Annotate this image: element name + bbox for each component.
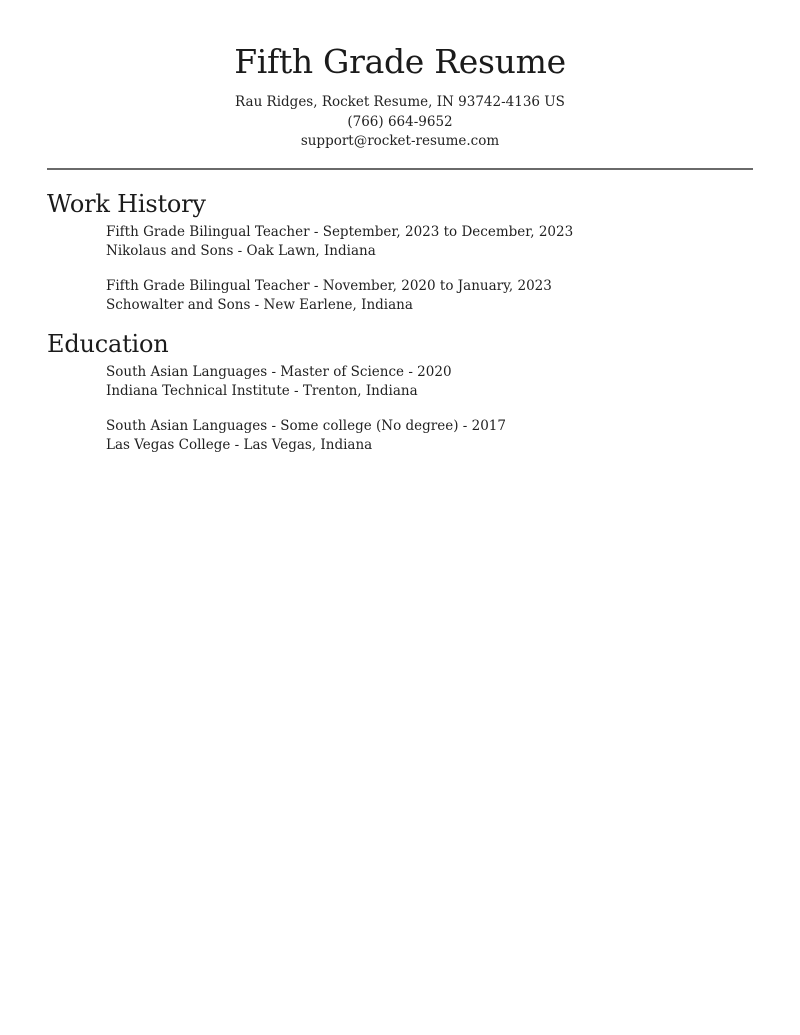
education-section <box>47 329 753 455</box>
education-entry <box>106 363 753 401</box>
education-entry-degree: South Asian Languages - Some college (No degree) - 2017 <box>106 417 506 434</box>
header-divider <box>47 168 753 170</box>
work-history-entries <box>47 223 753 315</box>
resume-page <box>47 0 753 455</box>
work-entry-position: Fifth Grade Bilingual Teacher - September, 2023 to December, 2023 <box>106 223 574 240</box>
work-entry-position: Fifth Grade Bilingual Teacher - November, 2020 to January, 2023 <box>106 277 552 294</box>
education-entry-school: Las Vegas College - Las Vegas, Indiana <box>106 436 373 453</box>
contact-email: support@rocket-resume.com <box>300 133 500 149</box>
work-entry-employer: Nikolaus and Sons - Oak Lawn, Indiana <box>106 242 376 259</box>
education-entry-school: Indiana Technical Institute - Trenton, Indiana <box>106 382 418 399</box>
work-entry-employer: Schowalter and Sons - New Earlene, Indiana <box>106 296 413 313</box>
education-entries <box>47 363 753 455</box>
work-entry <box>106 223 753 261</box>
section-title-education: Education <box>47 329 169 358</box>
education-entry <box>106 417 753 455</box>
contact-address: Rau Ridges, Rocket Resume, IN 93742-4136 US <box>235 94 565 110</box>
work-history-section <box>47 189 753 315</box>
section-title-work-history: Work History <box>47 189 206 218</box>
resume-title: Fifth Grade Resume <box>234 42 566 81</box>
education-entry-degree: South Asian Languages - Master of Science - 2020 <box>106 363 452 380</box>
contact-phone: (766) 664-9652 <box>347 113 453 130</box>
contact-info <box>47 93 753 152</box>
work-entry <box>106 277 753 315</box>
resume-header <box>47 0 753 152</box>
